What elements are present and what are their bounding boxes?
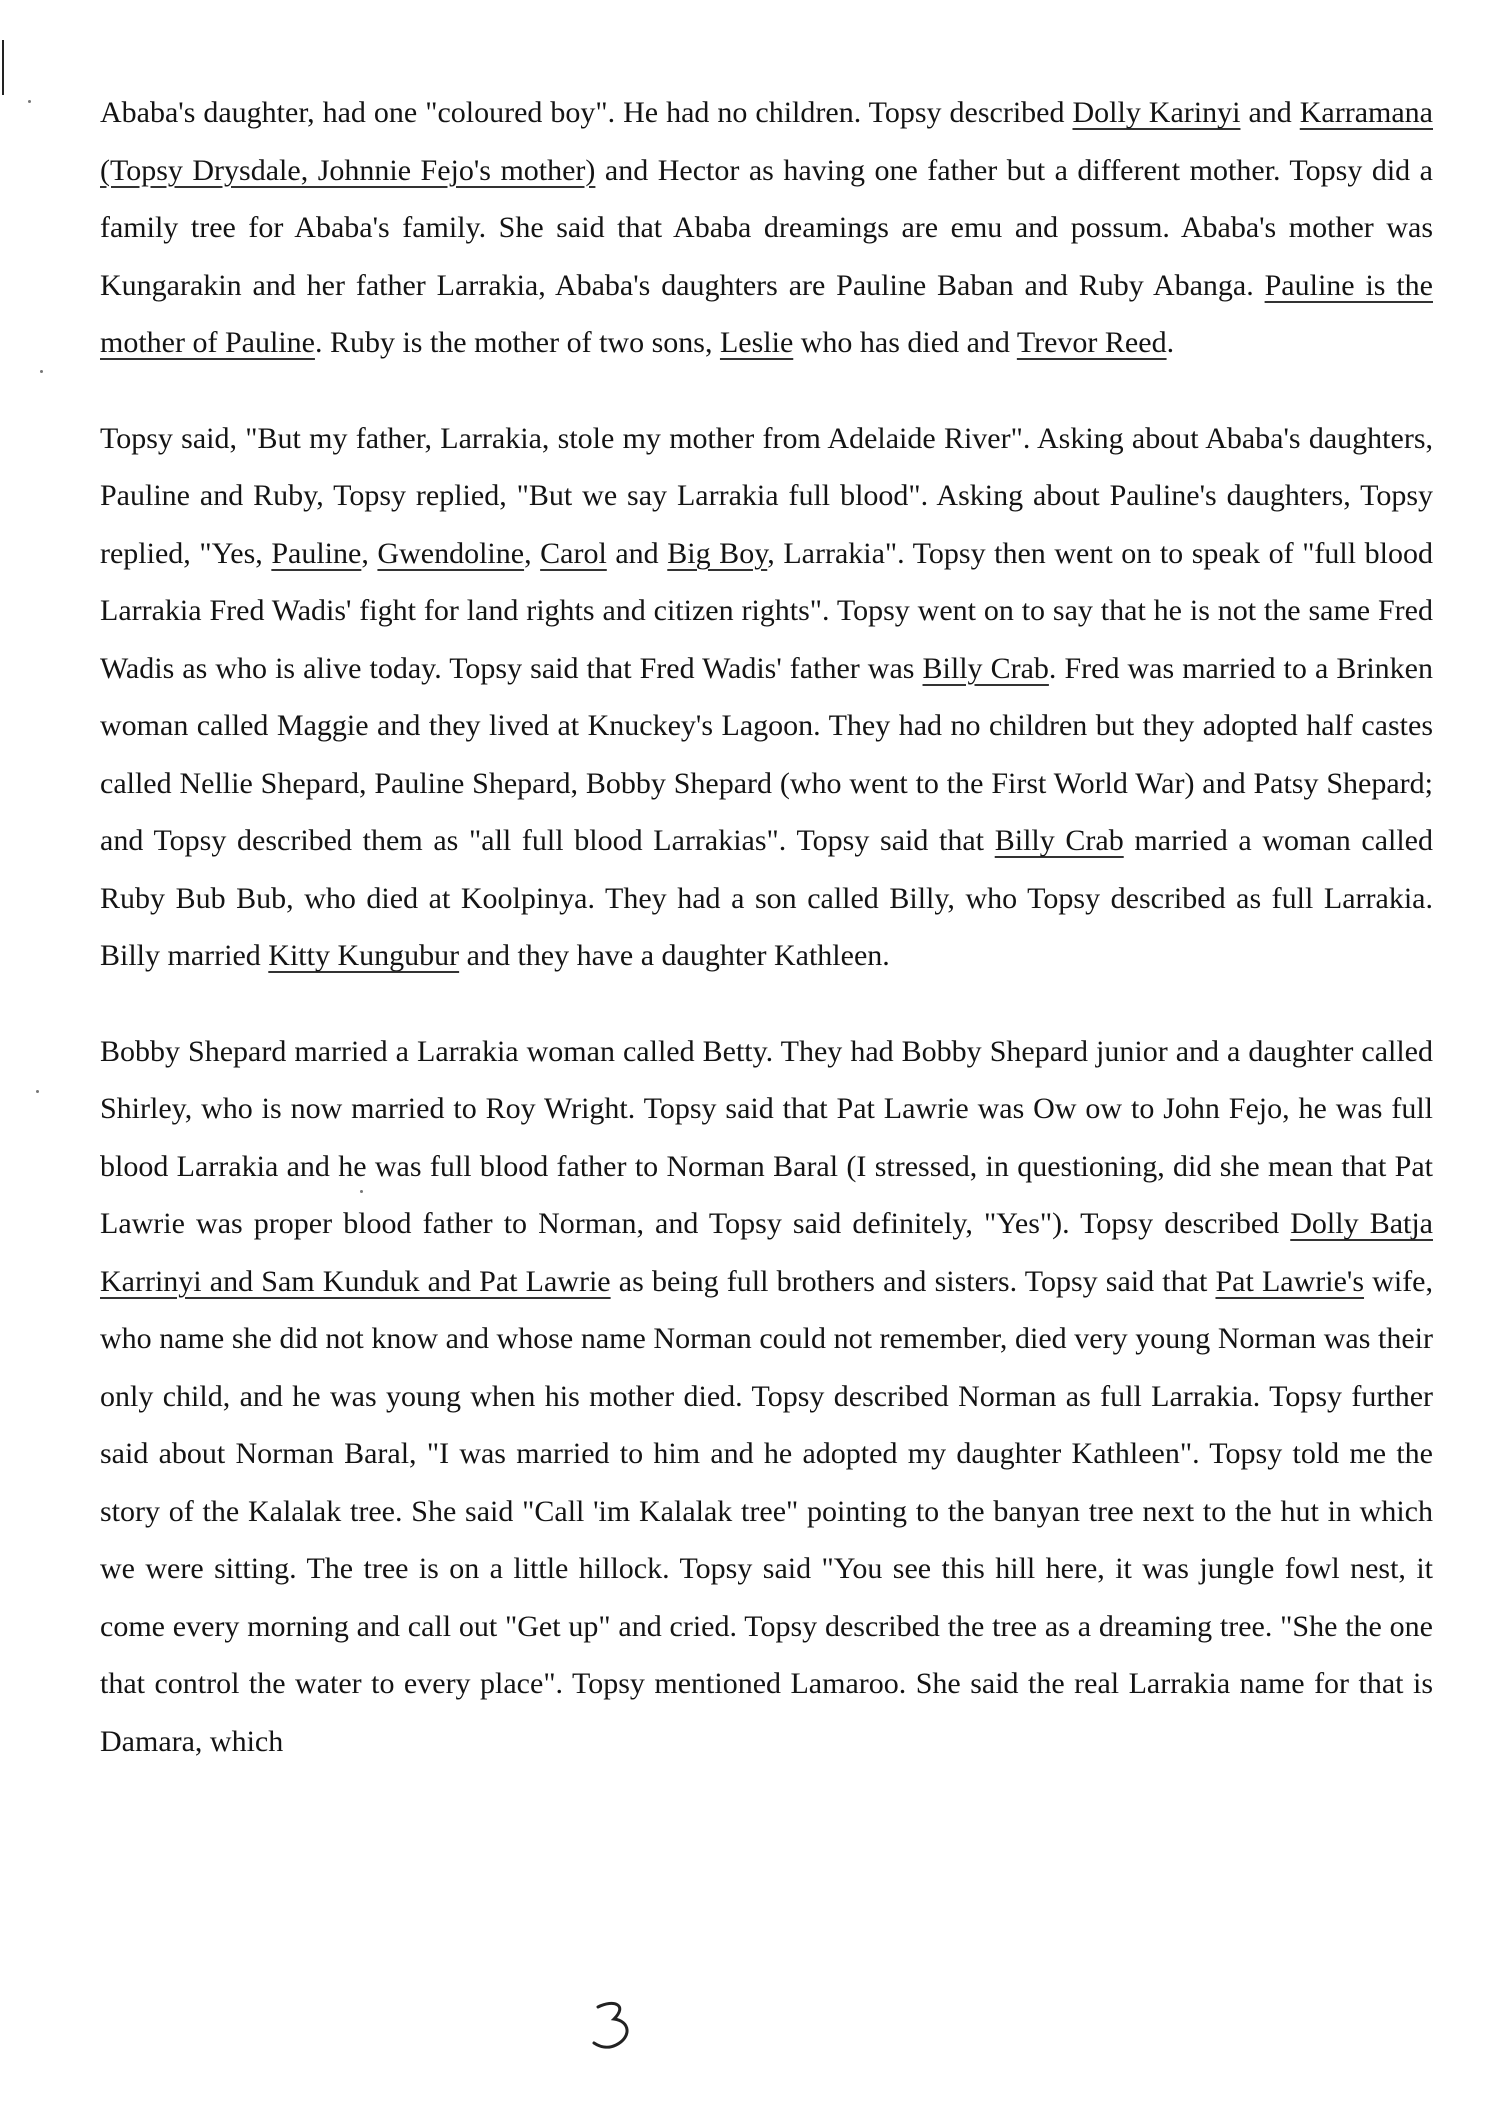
- underlined-name: Big Boy: [667, 536, 768, 570]
- underlined-name: Leslie: [719, 326, 794, 359]
- underlined-name: Dolly Karinyi: [1072, 96, 1241, 129]
- scan-speck: [40, 370, 43, 373]
- underlined-name: Gwendoline: [377, 536, 525, 570]
- underlined-name: Karramana (Topsy Drysdale, Johnnie Fejo's mother): [100, 96, 1433, 187]
- text-segment: ,: [524, 536, 541, 570]
- text-segment: married a woman called Ruby Bub Bub, who died at Koolpinya. They had a son called Billy, who Topsy described as full Larrakia. Billy married: [100, 824, 1433, 972]
- text-segment: and they have a daughter Kathleen.: [459, 939, 890, 972]
- text-segment: . Ruby is the mother of two sons,: [314, 326, 720, 359]
- text-segment: .: [1166, 326, 1175, 359]
- underlined-name: Pauline is the mother of Pauline: [100, 268, 1433, 359]
- text-segment: Bobby Shepard married a Larrakia woman called Betty. They had Bobby Shepard junior and a daughter called Shirley, who is now married to Roy Wright. Topsy said that Pat Lawrie was Ow ow to John Fejo, he was full blood Larrakia and he was full blood father to Norman Baral (I stressed, in questioning, did she mean that Pat Lawrie was proper blood father to Norman, and Topsy said definitely, "Yes"). Topsy described: [100, 1034, 1433, 1240]
- paragraph: [100, 1023, 1433, 1771]
- text-segment: and: [1240, 96, 1300, 129]
- page-number: [584, 1995, 644, 2055]
- text-segment: and Hector as having one father but a different mother. Topsy did a family tree for Ababa's family. She said that Ababa dreamings are emu and possum. Ababa's mother was Kungarakin and her father Larrakia, Ababa's daughters are Pauline Baban and Ruby Abanga.: [100, 153, 1433, 302]
- underlined-name: Billy Crab: [994, 824, 1124, 857]
- paragraph: [100, 410, 1433, 985]
- text-segment: wife, who name she did not know and whose name Norman could not remember, died very young Norman was their only child, and he was young when his mother died. Topsy described Norman as full Larrakia. Topsy further said about Norman Baral, "I was married to him and he adopted my daughter Kathleen". Topsy told me the story of the Kalalak tree. She said "Call 'im Kalalak tree" pointing to the banyan tree next to the hut in which we were sitting. The tree is on a little hillock. Topsy said "You see this hill here, it was jungle fowl nest, it come every morning and call out "Get up" and cried. Topsy described the tree as a dreaming tree. "She the one that control the water to every place". Topsy mentioned Lamaroo. She said the real Larrakia name for that is Damara, which: [100, 1264, 1433, 1758]
- text-segment: Topsy said, "But my father, Larrakia, stole my mother from Adelaide River". Asking about Ababa's daughters, Pauline and Ruby, Topsy replied, "But we say Larrakia full blood". Asking about Pauline's daughters, Topsy replied, "Yes,: [100, 421, 1433, 570]
- document-body: [100, 84, 1433, 1770]
- scan-speck: [28, 100, 31, 103]
- page-number-text: 3: [613, 2033, 615, 2034]
- underlined-name: Pat Lawrie's: [1215, 1264, 1365, 1298]
- text-segment: Ababa's daughter, had one "coloured boy". He had no children. Topsy described: [100, 96, 1073, 129]
- underlined-name: Billy Crab: [922, 651, 1049, 685]
- text-segment: ,: [361, 536, 378, 570]
- scan-edge-mark: [2, 40, 4, 95]
- handwritten-page-number-glyph: [594, 2003, 627, 2047]
- text-segment: as being full brothers and sisters. Topsy said that: [610, 1264, 1216, 1298]
- underlined-name: Kitty Kungubur: [268, 939, 460, 972]
- underlined-name: Dolly Batja Karrinyi and Sam Kunduk and Pat Lawrie: [100, 1207, 1433, 1298]
- text-segment: , Larrakia". Topsy then went on to speak of "full blood Larrakia Fred Wadis' fight for land rights and citizen rights". Topsy went on to say that he is not the same Fred Wadis as who is alive today. Topsy said that Fred Wadis' father was: [100, 536, 1434, 685]
- text-segment: . Fred was married to a Brinken woman called Maggie and they lived at Knuckey's Lagoon. They had no children but they adopted half castes called Nellie Shepard, Pauline Shepard, Bobby Shepard (who went to the First World War) and Patsy Shepard; and Topsy described them as "all full blood Larrakias". Topsy said that: [100, 651, 1433, 857]
- underlined-name: Carol: [540, 536, 607, 570]
- text-segment: and: [606, 536, 668, 570]
- paragraph: [100, 84, 1433, 372]
- underlined-name: Pauline: [271, 536, 362, 570]
- scan-speck: [36, 1090, 39, 1093]
- underlined-name: Trevor Reed: [1016, 326, 1167, 359]
- text-segment: who has died and: [793, 326, 1017, 359]
